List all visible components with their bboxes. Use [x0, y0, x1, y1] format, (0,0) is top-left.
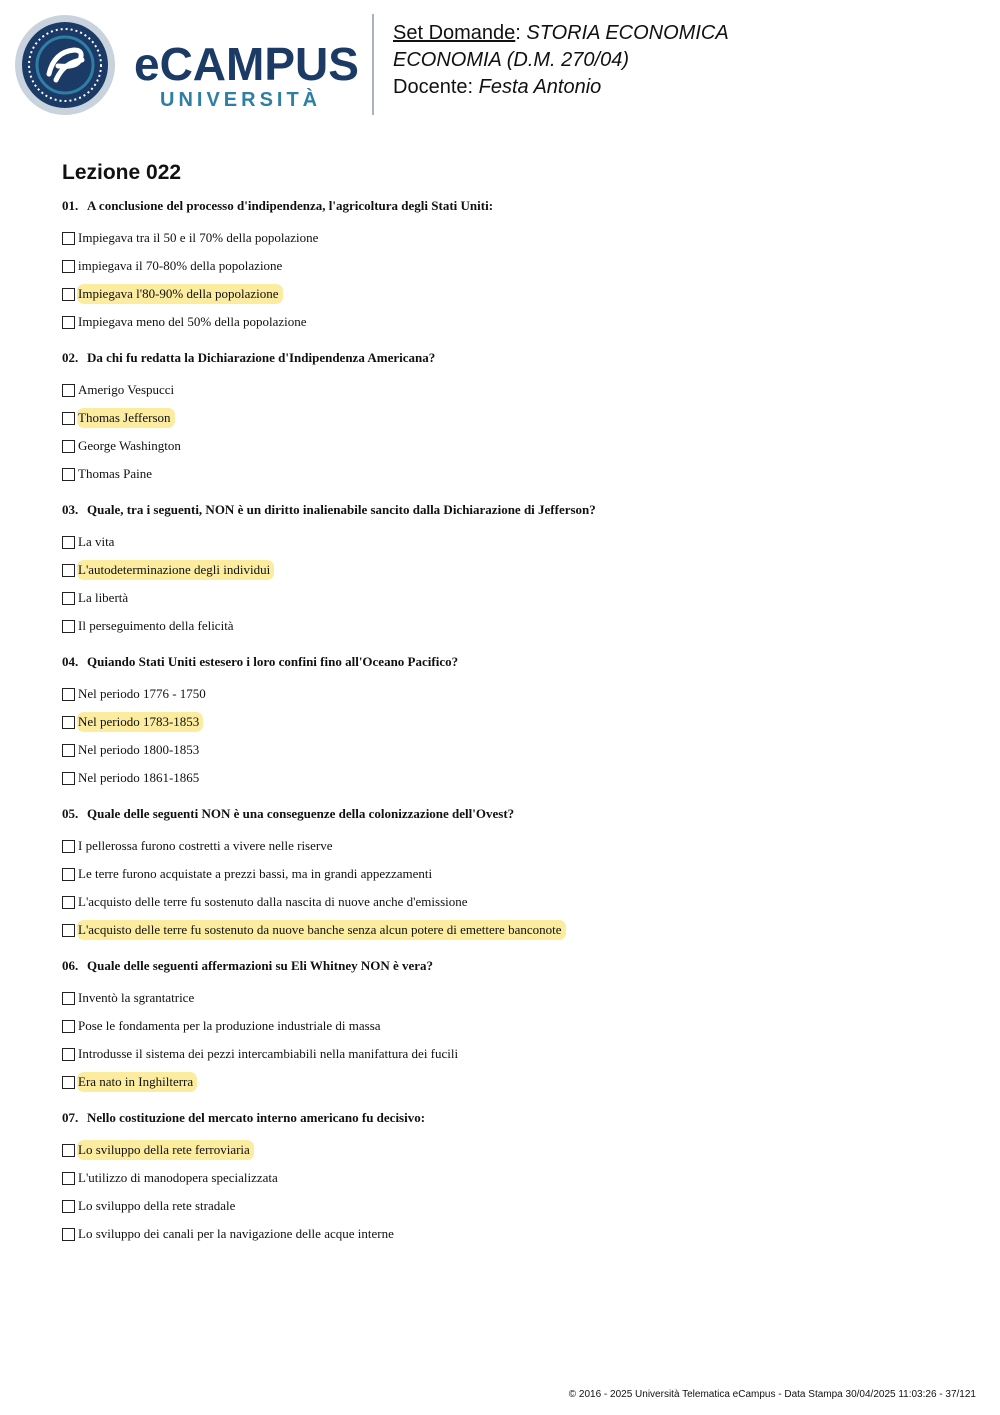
question-label: Quale delle seguenti affermazioni su Eli Whitney NON è vera?: [87, 958, 434, 973]
answer-label: Introdusse il sistema dei pezzi intercambiabili nella manifattura dei fucili: [78, 1046, 459, 1061]
question-block: [62, 805, 962, 944]
answer-checkbox[interactable]: [62, 620, 75, 633]
answer-checkbox[interactable]: [62, 468, 75, 481]
answer-label: Impiegava l'80-90% della popolazione: [77, 284, 283, 304]
question-label: Quiando Stati Uniti estesero i loro confini fino all'Oceano Pacifico?: [87, 654, 459, 669]
answer-label: Lo sviluppo della rete ferroviaria: [77, 1140, 254, 1160]
answer-option[interactable]: [62, 308, 962, 336]
answer-option[interactable]: [62, 888, 962, 916]
answer-checkbox[interactable]: [62, 744, 75, 757]
answer-option[interactable]: [62, 252, 962, 280]
answer-option[interactable]: [62, 1012, 962, 1040]
answer-checkbox[interactable]: [62, 260, 75, 273]
answer-label: La vita: [78, 534, 115, 549]
answer-label: Thomas Paine: [78, 466, 153, 481]
answer-label: Lo sviluppo dei canali per la navigazione delle acque interne: [78, 1226, 394, 1241]
question-block: [62, 957, 962, 1096]
question-number: 02.: [62, 350, 79, 365]
answer-label: Impiegava tra il 50 e il 70% della popolazione: [78, 230, 319, 245]
teacher-line: Docente: Festa Antonio: [393, 76, 602, 98]
header-divider: [372, 14, 374, 115]
question-text: [62, 197, 962, 214]
answer-label: Il perseguimento della felicità: [78, 618, 234, 633]
answer-checkbox[interactable]: [62, 412, 75, 425]
answer-option[interactable]: [62, 832, 962, 860]
question-list: [62, 197, 962, 1261]
question-label: A conclusione del processo d'indipendenza, l'agricoltura degli Stati Uniti:: [87, 198, 494, 213]
answer-option-correct[interactable]: [62, 556, 962, 584]
answer-option[interactable]: [62, 1220, 962, 1248]
subject-line1: STORIA ECONOMICA: [526, 22, 729, 44]
answer-checkbox[interactable]: [62, 440, 75, 453]
answer-checkbox[interactable]: [62, 1020, 75, 1033]
answer-checkbox[interactable]: [62, 840, 75, 853]
question-text: [62, 805, 962, 822]
answer-label: Lo sviluppo della rete stradale: [78, 1198, 236, 1213]
answer-label: impiegava il 70-80% della popolazione: [78, 258, 283, 273]
answer-option[interactable]: [62, 1164, 962, 1192]
question-text: [62, 957, 962, 974]
question-text: [62, 653, 962, 670]
answer-label: La libertà: [78, 590, 129, 605]
question-block: [62, 501, 962, 640]
answer-checkbox[interactable]: [62, 232, 75, 245]
answer-option-correct[interactable]: [62, 1136, 962, 1164]
answer-option[interactable]: [62, 680, 962, 708]
question-label: Nello costituzione del mercato interno americano fu decisivo:: [87, 1110, 426, 1125]
question-text: [62, 1109, 962, 1126]
answer-label: George Washington: [78, 438, 181, 453]
teacher-label: Docente: [393, 76, 468, 98]
answer-option[interactable]: [62, 432, 962, 460]
answer-checkbox[interactable]: [62, 288, 75, 301]
question-block: [62, 349, 962, 488]
lesson-title: Lezione 022: [62, 161, 182, 184]
answer-label: L'acquisto delle terre fu sostenuto dalla nascita di nuove anche d'emissione: [78, 894, 468, 909]
answer-option[interactable]: [62, 860, 962, 888]
answer-label: Amerigo Vespucci: [78, 382, 175, 397]
answer-label: Inventò la sgrantatrice: [78, 990, 195, 1005]
answer-option[interactable]: [62, 376, 962, 404]
answer-option[interactable]: [62, 1192, 962, 1220]
answer-label: Era nato in Inghilterra: [77, 1072, 197, 1092]
logo-subtitle: UNIVERSITÀ: [160, 89, 322, 111]
question-label: Quale, tra i seguenti, NON è un diritto inalienabile sancito dalla Dichiarazione di Jefferson?: [87, 502, 596, 517]
answer-checkbox[interactable]: [62, 1200, 75, 1213]
question-number: 05.: [62, 806, 79, 821]
question-label: Da chi fu redatta la Dichiarazione d'Indipendenza Americana?: [87, 350, 436, 365]
answer-option-correct[interactable]: [62, 1068, 962, 1096]
answer-option[interactable]: [62, 764, 962, 792]
header-info: [393, 20, 729, 101]
answer-checkbox[interactable]: [62, 1172, 75, 1185]
question-number: 03.: [62, 502, 79, 517]
answer-checkbox[interactable]: [62, 1076, 75, 1089]
question-number: 04.: [62, 654, 79, 669]
teacher-name: Festa Antonio: [478, 76, 602, 98]
answer-label: Nel periodo 1783-1853: [77, 712, 203, 732]
answer-option[interactable]: [62, 1040, 962, 1068]
answer-checkbox[interactable]: [62, 992, 75, 1005]
question-label: Quale delle seguenti NON è una conseguenze della colonizzazione dell'Ovest?: [87, 806, 515, 821]
answer-checkbox[interactable]: [62, 688, 75, 701]
answer-option[interactable]: [62, 584, 962, 612]
set-label: Set Domande: [393, 22, 516, 44]
answer-option-correct[interactable]: [62, 280, 962, 308]
answer-checkbox[interactable]: [62, 1048, 75, 1061]
answer-checkbox[interactable]: [62, 384, 75, 397]
answer-option[interactable]: [62, 736, 962, 764]
question-number: 06.: [62, 958, 79, 973]
answer-option-correct[interactable]: [62, 708, 962, 736]
question-number: 07.: [62, 1110, 79, 1125]
subject-line2: ECONOMIA (D.M. 270/04): [393, 49, 629, 71]
question-text: [62, 501, 962, 518]
answer-checkbox[interactable]: [62, 716, 75, 729]
answer-label: Nel periodo 1861-1865: [78, 770, 200, 785]
answer-checkbox[interactable]: [62, 868, 75, 881]
answer-option[interactable]: [62, 612, 962, 640]
answer-checkbox[interactable]: [62, 1228, 75, 1241]
answer-option[interactable]: [62, 528, 962, 556]
answer-option[interactable]: [62, 224, 962, 252]
answer-checkbox[interactable]: [62, 772, 75, 785]
answer-label: Thomas Jefferson: [77, 408, 175, 428]
answer-label: Pose le fondamenta per la produzione industriale di massa: [78, 1018, 381, 1033]
set-line: Set Domande: STORIA ECONOMICA: [393, 22, 729, 44]
answer-option[interactable]: [62, 984, 962, 1012]
question-block: [62, 653, 962, 792]
answer-label: L'autodeterminazione degli individui: [77, 560, 274, 580]
question-number: 01.: [62, 198, 79, 213]
answer-option-correct[interactable]: [62, 404, 962, 432]
answer-checkbox[interactable]: [62, 592, 75, 605]
answer-label: Nel periodo 1776 - 1750: [78, 686, 206, 701]
answer-option-correct[interactable]: [62, 916, 962, 944]
answer-label: L'utilizzo di manodopera specializzata: [78, 1170, 278, 1185]
answer-label: Impiegava meno del 50% della popolazione: [78, 314, 307, 329]
answer-checkbox[interactable]: [62, 896, 75, 909]
answer-checkbox[interactable]: [62, 564, 75, 577]
answer-checkbox[interactable]: [62, 316, 75, 329]
answer-label: Le terre furono acquistate a prezzi bassi, ma in grandi appezzamenti: [78, 866, 433, 881]
logo-brand: eCAMPUS: [134, 38, 359, 90]
question-text: [62, 349, 962, 366]
answer-checkbox[interactable]: [62, 536, 75, 549]
answer-label: I pellerossa furono costretti a vivere nelle riserve: [78, 838, 333, 853]
answer-option[interactable]: [62, 460, 962, 488]
page-footer: © 2016 - 2025 Università Telematica eCampus - Data Stampa 30/04/2025 11:03:26 - 37/121: [568, 1389, 976, 1400]
answer-label: Nel periodo 1800-1853: [78, 742, 200, 757]
answer-checkbox[interactable]: [62, 1144, 75, 1157]
question-block: [62, 1109, 962, 1248]
ecampus-logo: [14, 14, 359, 116]
answer-label: L'acquisto delle terre fu sostenuto da nuove banche senza alcun potere di emettere banconote: [77, 920, 566, 940]
answer-checkbox[interactable]: [62, 924, 75, 937]
question-block: [62, 197, 962, 336]
